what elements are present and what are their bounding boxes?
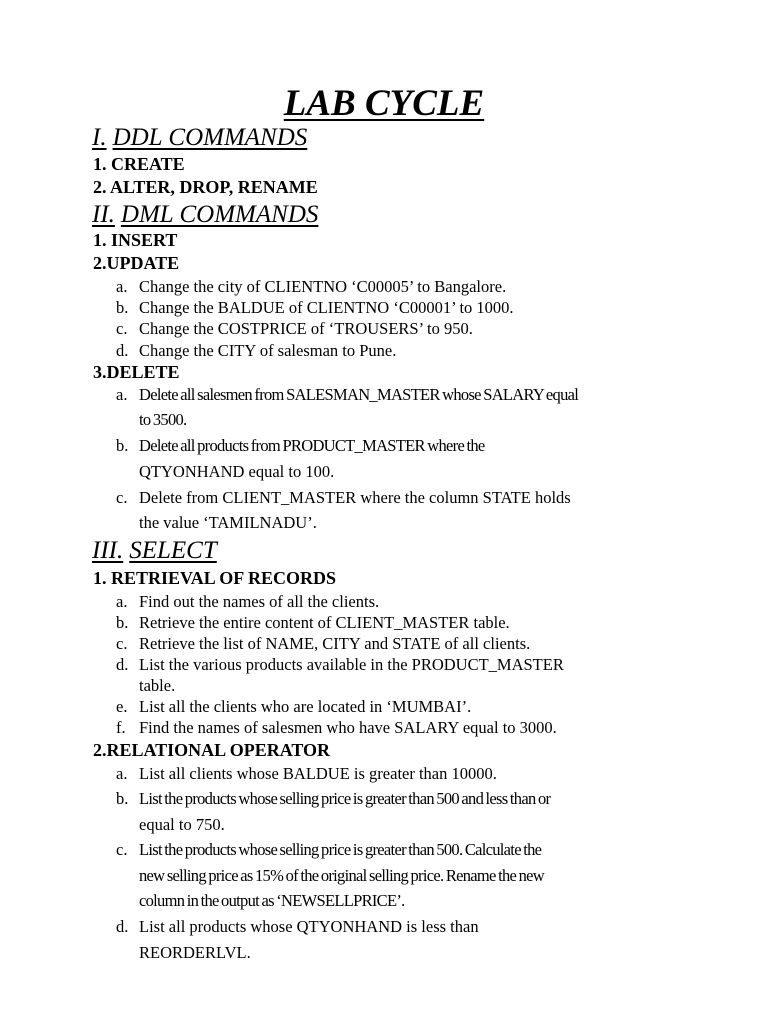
- section-number: I.: [92, 124, 107, 151]
- list-text: Delete all products from PRODUCT_MASTER where the: [139, 436, 485, 455]
- list-marker: f.: [116, 718, 126, 737]
- list-text: Delete all salesmen from SALESMAN_MASTER whose SALARY equal: [139, 385, 579, 404]
- select-relational-heading: 2.RELATIONAL OPERATOR: [93, 740, 331, 760]
- list-marker: c.: [116, 634, 128, 653]
- section-title: DDL COMMANDS: [112, 124, 308, 151]
- list-marker: a.: [116, 592, 128, 611]
- section-number: III.: [92, 537, 124, 564]
- dml-command-insert: 1. INSERT: [93, 230, 178, 250]
- list-text: List the various products available in the PRODUCT_MASTER: [139, 655, 564, 674]
- list-marker: b.: [116, 789, 129, 808]
- list-text: Retrieve the entire content of CLIENT_MASTER table.: [139, 613, 510, 632]
- list-marker: e.: [116, 697, 128, 716]
- list-text: List the products whose selling price is greater than 500. Calculate the: [139, 840, 542, 859]
- list-text: table.: [139, 676, 176, 695]
- section-title: SELECT: [129, 537, 217, 564]
- list-text: column in the output as ‘NEWSELLPRICE’.: [139, 891, 405, 910]
- list-text: to 3500.: [139, 410, 187, 429]
- list-text: List all the clients who are located in ‘MUMBAI’.: [139, 697, 472, 716]
- select-retrieval-heading: 1. RETRIEVAL OF RECORDS: [93, 568, 337, 588]
- list-text: Change the COSTPRICE of ‘TROUSERS’ to 950.: [139, 319, 473, 338]
- ddl-command-create: 1. CREATE: [93, 154, 185, 174]
- list-text: Change the CITY of salesman to Pune.: [139, 341, 397, 360]
- list-text: REORDERLVL.: [139, 943, 251, 962]
- list-text: the value ‘TAMILNADU’.: [139, 513, 317, 532]
- list-marker: d.: [116, 917, 129, 936]
- list-text: List all products whose QTYONHAND is less than: [139, 917, 479, 936]
- list-text: QTYONHAND equal to 100.: [139, 462, 335, 481]
- ddl-command-alter: 2. ALTER, DROP, RENAME: [93, 177, 318, 197]
- list-text: Delete from CLIENT_MASTER where the column STATE holds: [139, 488, 571, 507]
- list-marker: b.: [116, 613, 129, 632]
- section-ddl-heading: [92, 124, 307, 152]
- list-marker: a.: [116, 277, 128, 296]
- section-select-heading: [92, 537, 217, 565]
- dml-command-update: 2.UPDATE: [93, 253, 180, 273]
- list-text: Find the names of salesmen who have SALARY equal to 3000.: [139, 718, 557, 737]
- list-text: Change the city of CLIENTNO ‘C00005’ to Bangalore.: [139, 277, 507, 296]
- list-marker: d.: [116, 341, 129, 360]
- list-text: List the products whose selling price is greater than 500 and less than or: [139, 789, 551, 808]
- list-text: new selling price as 15% of the original selling price. Rename the new: [139, 866, 544, 885]
- list-text: Find out the names of all the clients.: [139, 592, 380, 611]
- list-marker: b.: [116, 298, 129, 317]
- list-text: equal to 750.: [139, 815, 225, 834]
- list-text: Retrieve the list of NAME, CITY and STATE of all clients.: [139, 634, 531, 653]
- section-dml-heading: [92, 201, 318, 229]
- section-number: II.: [92, 201, 115, 228]
- list-marker: a.: [116, 764, 128, 783]
- page-title: LAB CYCLE: [283, 83, 485, 124]
- list-marker: c.: [116, 840, 128, 859]
- list-marker: c.: [116, 488, 128, 507]
- list-text: List all clients whose BALDUE is greater than 10000.: [139, 764, 497, 783]
- section-title: DML COMMANDS: [120, 201, 319, 228]
- list-text: Change the BALDUE of CLIENTNO ‘C00001’ to 1000.: [139, 298, 514, 317]
- list-marker: b.: [116, 436, 129, 455]
- dml-command-delete: 3.DELETE: [93, 362, 180, 382]
- list-marker: a.: [116, 385, 128, 404]
- list-marker: d.: [116, 655, 129, 674]
- list-marker: c.: [116, 319, 128, 338]
